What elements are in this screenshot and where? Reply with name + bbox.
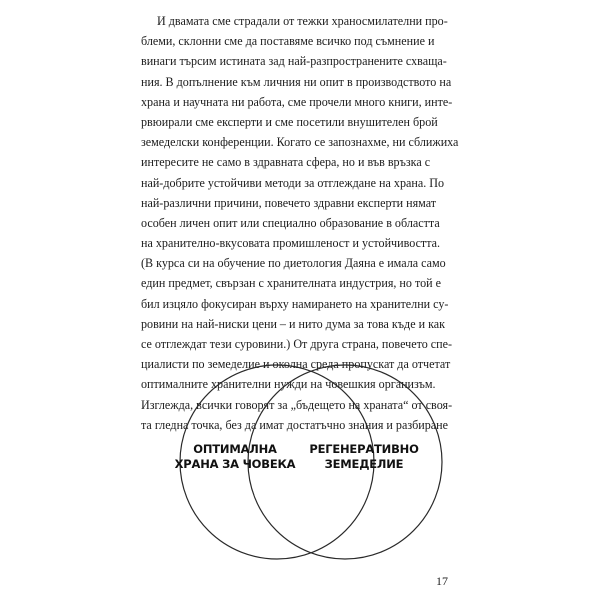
paragraph-line: та гледна точка, без да имат достатъчно знания и разбиране xyxy=(141,417,448,432)
paragraph-line: най-различни причини, повечето здравни експерти нямат xyxy=(141,195,437,210)
paragraph-line: (В курса си на обучение по диетология Даяна е имала само xyxy=(141,256,446,271)
paragraph-line: ния. В допълнение към личния ни опит в производството на xyxy=(141,74,452,89)
paragraph-line: оптималните хранителни нужди на човешкия организъм. xyxy=(141,377,436,392)
paragraph-line: един предмет, свързан с хранителната индустрия, но той е xyxy=(141,276,442,291)
paragraph-line: храна и научната ни работа, сме прочели много книги, инте- xyxy=(141,94,453,109)
paragraph-line: най-добрите устойчиви методи за отглеждане на храна. По xyxy=(141,175,445,190)
paragraph-line: винаги търсим истината зад най-разпространените схващa- xyxy=(141,54,447,69)
venn-label-right-line2: ЗЕМЕДЕЛИЕ xyxy=(324,457,404,471)
venn-label-left-line2: ХРАНА ЗА ЧОВЕКА xyxy=(174,457,296,471)
paragraph-line: се отглеждат тези суровини.) От друга страна, повечето спе- xyxy=(141,337,453,351)
paragraph-line: циалисти по земеделие и околна среда пропускат да отчетат xyxy=(141,357,451,372)
paragraph-line: рвюирали сме експерти и сме посетили внушителен брой xyxy=(141,114,438,129)
paragraph-line: блеми, склонни сме да поставяме всичко под съмнение и xyxy=(141,34,435,49)
venn-label-left-line1: ОПТИМАЛНА xyxy=(193,442,277,456)
paragraph-line: бил изцяло фокусиран върху намирането на хранителни су- xyxy=(141,296,449,311)
page-number: 17 xyxy=(436,574,448,588)
paragraph-line: И двамата сме страдали от тежки храносмилателни про- xyxy=(157,14,448,28)
paragraph-line: интересите не само в здравната сфера, но и във връзка с xyxy=(141,155,431,170)
venn-label-right-line1: РЕГЕНЕРАТИВНО xyxy=(309,442,419,456)
paragraph-line: особен личен опит или специално образование в областта xyxy=(141,215,440,230)
paragraph-line: на хранително-вкусовата промишленост и устойчивостта. xyxy=(141,236,441,251)
paragraph-line: Изглежда, всички говорят за „бъдещето на храната“ от своя- xyxy=(141,397,453,412)
paragraph-line: ровини на най-ниски цени – и нито дума за това къде и как xyxy=(141,316,446,331)
paragraph-line: земеделски конференции. Когато се запознахме, ни сближиха xyxy=(141,135,459,150)
